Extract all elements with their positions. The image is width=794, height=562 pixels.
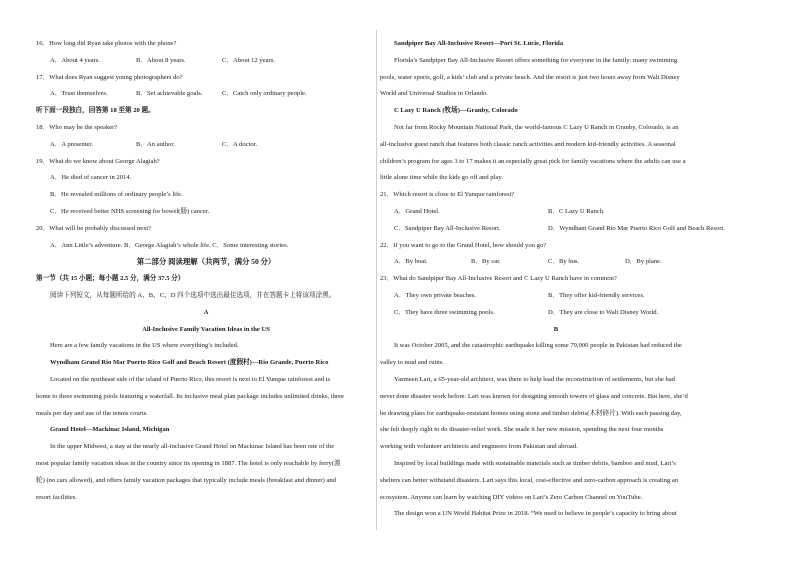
- right-column: [380, 36, 732, 523]
- question-22-stem: 22．If you want to go to the Grand Hotel, how should you go?: [380, 241, 547, 249]
- paragraph-line: all-inclusive guest ranch that features both classic ranch activities and modern kid-friendly activities. A seasonal: [380, 140, 676, 148]
- question-22-options: [380, 254, 732, 271]
- grand-hotel-heading: Grand Hotel—Mackinac Island, Michigan: [50, 426, 170, 434]
- option-a: A．They own private beaches.: [394, 291, 477, 299]
- question-21-stem: 21．Which resort is close to El Yunque rainforest?: [380, 191, 515, 199]
- column-divider: [376, 30, 377, 530]
- option-a: A．He died of cancer in 2014.: [50, 174, 132, 182]
- option-c: C．Sandpiper Bay All-Inclusive Resort.: [394, 224, 501, 232]
- option-b: B．An author.: [136, 140, 175, 148]
- option-b: B．Set achievable goals.: [136, 90, 203, 98]
- passage-a-title: All-Inclusive Family Vacation Ideas in the US: [142, 325, 270, 333]
- c-lazy-u-heading: C Lazy U Ranch (牧场)—Granby, Colorado: [394, 107, 518, 115]
- paragraph-line: most popular family vacation ideas in the country since its opening in 1887. The hotel is only reachable by ferry(渡: [36, 459, 341, 467]
- passage-b-label: B: [553, 325, 559, 333]
- question-17-options: [36, 86, 376, 103]
- option-d: D．Wyndham Grand Rio Mar Puerto Rico Golf and Beach Resort.: [548, 224, 725, 232]
- question-16-stem: 16．How long did Ryan take photos with the phone?: [36, 40, 177, 47]
- question-21-options-cd: [380, 221, 732, 238]
- part-two-heading: 第二部分 阅读理解（共两节，满分 50 分）: [136, 257, 276, 267]
- paragraph-line: shelters can better withstand disasters. Lari says this local, cost-effective and zero-carbon approach is creating an: [380, 476, 679, 484]
- passage-b-paragraph-4: [380, 506, 732, 523]
- grand-hotel-paragraph: [36, 439, 376, 506]
- paragraph-line: little alone time while the kids go off and play.: [380, 174, 503, 182]
- option-a: A．About 4 years.: [50, 56, 100, 64]
- wyndham-heading: Wyndham Grand Rio Mar Puerto Rico Golf and Beach Resort (度假村)—Rio Grande, Puerto Rico: [50, 359, 329, 367]
- question-17-stem: 17．What does Ryan suggest young photographers do?: [36, 73, 183, 81]
- passage-b-paragraph-1: [380, 338, 732, 372]
- section-one-instruction: 阅读下列短文，从每题所给的 A、B、C、D 四个选项中选出最佳选项，并在答题卡上将该项涂黑。: [50, 291, 336, 299]
- section-one-heading: 第一节（共 15 小题；每小题 2.5 分，满分 37.5 分）: [36, 275, 185, 283]
- paragraph-line: Not far from Rocky Mountain National Park, the world-famous C Lazy U Ranch in Granby, Colorado, is an: [394, 123, 679, 131]
- question-20-stem: 20．What will be probably discussed next?: [36, 224, 152, 232]
- paragraph-line: never done disaster work before. Lari was known for designing smooth towers of glass and concrete. But here, she’d: [380, 392, 688, 400]
- left-column: [36, 36, 376, 506]
- paragraph-line: resort facilities.: [36, 493, 78, 501]
- paragraph-line: meals per day and use of the tennis courts.: [36, 409, 148, 417]
- wyndham-paragraph: [36, 372, 376, 422]
- question-23-options-cd: [380, 305, 732, 322]
- paragraph-line: pools, water sports, golf, a kids’ club and a private beach. And the resort is just two hours away from Walt Disney: [380, 73, 680, 81]
- passage-b-paragraph-3: [380, 456, 732, 506]
- c-lazy-u-paragraph: [380, 120, 732, 187]
- paragraph-line: World and Universal Studios in Orlando.: [380, 90, 488, 98]
- paragraph-line: Florida’s Sandpiper Bay All-Inclusive Resort offers something for everyone in the family: many swimming: [394, 56, 678, 64]
- option-a: A．By boat.: [394, 258, 428, 266]
- option-a: A．A presenter.: [50, 140, 93, 148]
- paragraph-line: It was October 2005, and the catastrophic earthquake killing some 79,000 people in Pakistan had reduced the: [394, 342, 682, 350]
- listening-instruction: 听下面一段独白，回答第 18 至第 20 题。: [36, 107, 155, 115]
- paragraph-line: ecosystem. Anyone can learn by watching DIY videos on Lari’s Zero Carbon Channel on YouTube.: [380, 493, 643, 501]
- option-c: C．By bus.: [548, 258, 580, 266]
- question-21-options-ab: [380, 204, 732, 221]
- option-a: A．Grand Hotel.: [394, 207, 440, 215]
- passage-a-label: A: [203, 308, 209, 316]
- paragraph-line: working with volunteer architects and engineers from Pakistan and abroad.: [380, 443, 578, 451]
- paragraph-line: children’s program for ages 3 to 17 makes it an especially great pick for family vacations where the adults can use a: [380, 157, 686, 165]
- question-18-options: [36, 137, 376, 154]
- option-b: B．About 8 years.: [136, 56, 186, 64]
- paragraph-line: Located on the northeast side of the island of Puerto Rico, this resort is next to El Yunque rainforest and is: [50, 375, 331, 383]
- paragraph-line: 轮) (no cars allowed), and offers family vacation packages that typically include meals (breakfast and dinner) and: [36, 476, 336, 484]
- option-b: B．They offer kid-friendly services.: [548, 291, 645, 299]
- paragraph-line: The design won a UN World Habitat Prize in 2018. “We need to believe in people’s capacity to bring about: [394, 510, 677, 518]
- option-c: C．Catch only ordinary people.: [222, 90, 307, 98]
- paragraph-line: she felt deeply right to do disaster-relief work. She made it her new mission, spending the next four months: [380, 426, 664, 434]
- question-23-stem: 23．What do Sandpiper Bay All-Inclusive Resort and C Lazy U Ranch have in common?: [380, 275, 617, 283]
- option-b: B．By car.: [471, 258, 501, 266]
- option-c: C．About 12 years.: [222, 56, 275, 64]
- option-c: C．He received better NHS screening for bowel(肠) cancer.: [50, 207, 210, 215]
- option-d: D．By plane.: [625, 258, 662, 266]
- paragraph-line: Yasmeen Lari, a 65-year-old architect, was there to help lead the reconstruction of settlements, but she had: [394, 375, 675, 383]
- paragraph-line: be drawing plans for earthquake-resistant homes using stone and timber debris(木材碎片). With each passing day,: [380, 409, 682, 417]
- sandpiper-paragraph: [380, 53, 732, 103]
- question-23-options-ab: [380, 288, 732, 305]
- question-16-options: [36, 53, 376, 70]
- option-c: C．They have three swimming pools.: [394, 308, 495, 316]
- question-19-stem: 19．What do we know about George Alagiah?: [36, 157, 160, 165]
- paragraph-line: home to three swimming pools featuring a waterfall. Its inclusive meal plan package includes unlimited drinks, three: [36, 392, 344, 400]
- option-d: D．They are close to Walt Disney World.: [548, 308, 659, 316]
- sandpiper-heading: Sandpiper Bay All-Inclusive Resort—Port St. Lucie, Florida: [394, 40, 564, 47]
- option-c: C．A doctor.: [222, 140, 258, 148]
- passage-b-paragraph-2: [380, 372, 732, 456]
- option-a: A．Trust themselves.: [50, 90, 108, 98]
- paragraph-line: valley to mud and ruins.: [380, 359, 444, 367]
- option-b: B．He revealed millions of ordinary people’s life.: [50, 191, 183, 199]
- question-18-stem: 18．Who may be the speaker?: [36, 123, 118, 131]
- paragraph-line: Inspired by local buildings made with sustainable materials such as timber debris, bamboo and mud, Lari’s: [394, 459, 676, 467]
- question-20-options: A．Ann Little’s adventure. B．George Alagiah’s whole life. C．Some interesting stories.: [50, 241, 289, 249]
- option-b: B．C Lazy U Ranch.: [548, 207, 605, 215]
- passage-a-intro: Here are a few family vacations in the US where everything’s included.: [50, 342, 239, 350]
- paragraph-line: In the upper Midwest, a stay at the nearly all-inclusive Grand Hotel on Mackinac Island has been one of the: [50, 443, 335, 451]
